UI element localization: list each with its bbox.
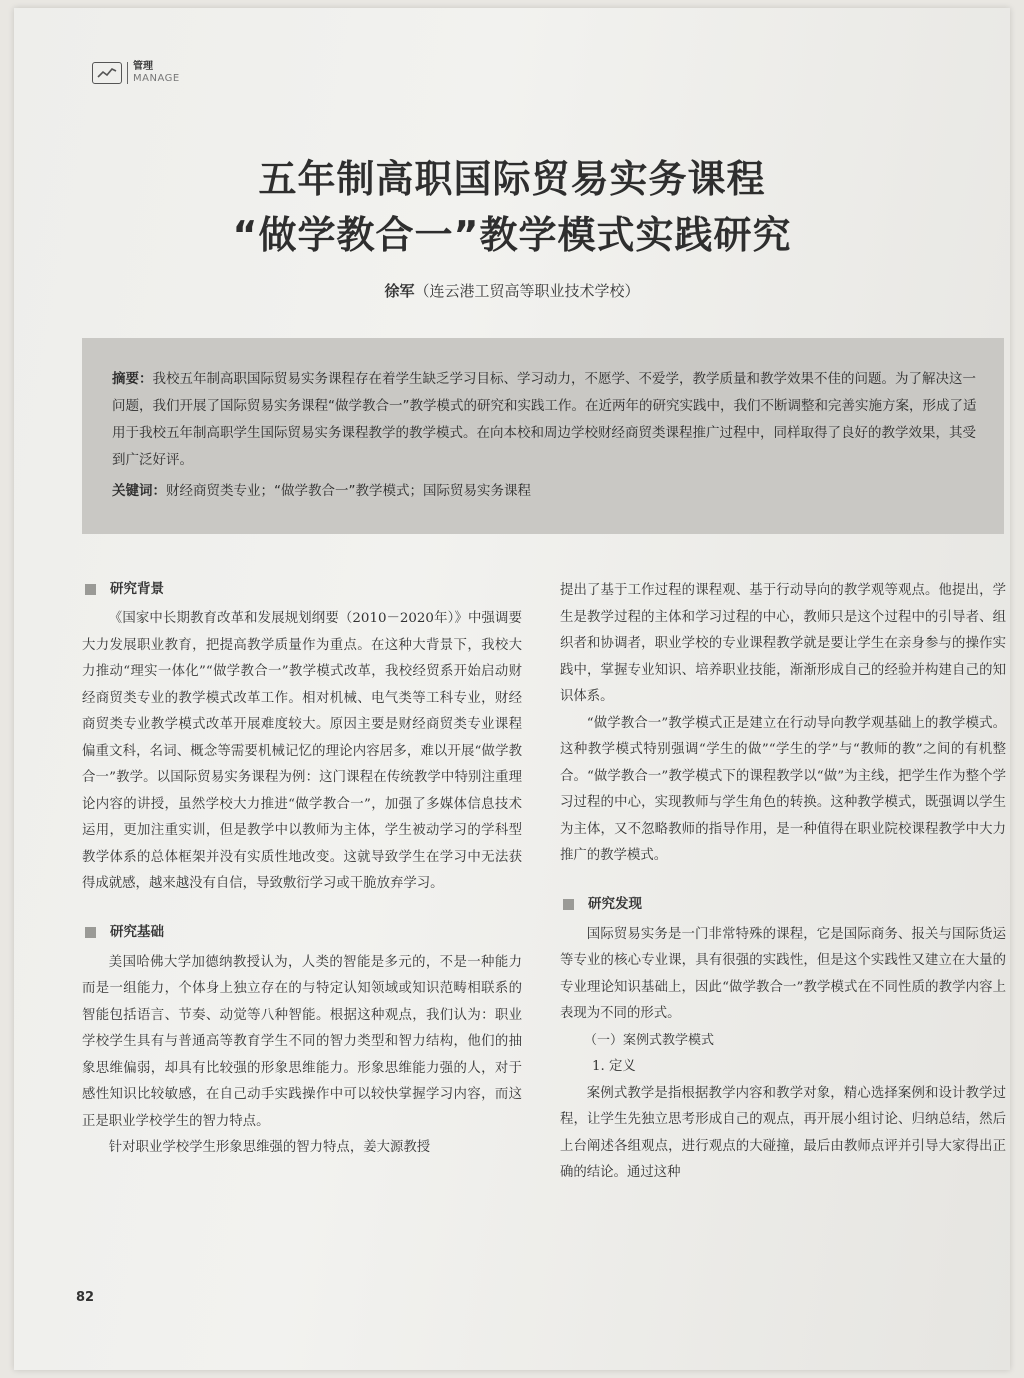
article-title-line1: 五年制高职国际贸易实务课程 [258,157,766,201]
keywords-line [112,478,984,505]
heading-square-icon [85,584,96,595]
paragraph: 案例式教学是指根据教学内容和教学对象，精心选择案例和设计教学过程，让学生先独立思考形成自己的观点，再开展小组讨论、归纳总结，然后上台阐述各组观点，进行观点的大碰撞，最后由教师点评并引导大家得出正确的结论。通过这种 [560,1085,1006,1180]
section-label-cn: 管理 [133,61,153,72]
article-title-line2: “做学教合一”教学模式实践研究 [232,213,792,257]
abstract-box [82,338,1004,534]
abstract-text: 我校五年制高职国际贸易实务课程存在着学生缺乏学习目标、学习动力，不愿学、不爱学，教学质量和教学效果不佳的问题。为了解决这一问题，我们开展了国际贸易实务课程“做学教合一”教学模式的研究和实践工作。在近两年的研究实践中，我们不断调整和完善实施方案，形成了适用于我校五年制高职学生国际贸易实务课程教学的教学模式。在向本校和周边学校财经商贸类课程推广过程中，同样取得了良好的教学效果，其受到广泛好评。 [112,371,977,468]
abstract-label: 摘要： [112,371,153,387]
abstract-paragraph [112,366,984,474]
heading-square-icon [85,927,96,938]
paragraph: 美国哈佛大学加德纳教授认为，人类的智能是多元的，不是一种能力而是一组能力，个体身上独立存在的与特定认知领域或知识范畴相联系的智能包括语言、节奏、动觉等八种智能。根据这种观点，我们认为：职业学校学生具有与普通高等教育学生不同的智力类型和智力结构，他们的抽象思维偏弱，却具有比较强的形象思维能力。形象思维能力强的人，对于感性知识比较敏感，在自己动手实践操作中可以较快掌握学习内容，而这正是职业学校学生的智力特点。 [82,954,522,1129]
page-number: 82 [76,1290,95,1305]
paragraph: 针对职业学校学生形象思维强的智力特点，姜大源教授 [108,1140,431,1155]
paragraph: 国际贸易实务是一门非常特殊的课程，它是国际商务、报关与国际货运等专业的核心专业课，具有很强的实践性，但是这个实践性又建立在大量的专业理论知识基础上，因此“做学教合一”教学模式在不同性质的教学内容上表现为不同的形式。 [560,926,1006,1021]
left-column [82,576,522,1162]
author-line [14,280,1010,301]
paragraph: 提出了基于工作过程的课程观、基于行动导向的教学观等观点。他提出，学生是教学过程的主体和学习过程的中心，教师只是这个过程中的引导者、组织者和协调者，职业学校的专业课程教学就是要让学生在亲身参与的操作实践中，掌握专业知识、培养职业技能，渐渐形成自己的经验并构建自己的知识体系。 [560,583,1006,704]
header-divider [127,62,128,84]
section-label-en: MANAGE [133,73,180,84]
author-name: 徐军 [384,282,415,300]
subheading: （一）案例式教学模式 [584,1032,715,1048]
paragraph: “做学教合一”教学模式正是建立在行动导向教学观基础上的教学模式。这种教学模式特别强调“学生的做”“学生的学”与“教师的教”之间的有机整合。“做学教合一”教学模式下的课程教学以“做”为主线，把学生作为整个学习过程的中心，实现教师与学生角色的转换。这种教学模式，既强调以学生为主体，又不忽略教师的指导作用，是一种值得在职业院校课程教学中大力推广的教学模式。 [560,715,1006,863]
section-heading-text: 研究背景 [110,580,164,597]
keywords-label: 关键词： [112,483,166,499]
author-affiliation: （连云港工贸高等职业技术学校） [414,282,640,300]
section-heading [560,892,1006,918]
subheading: 1. 定义 [592,1059,636,1074]
section-heading [82,920,522,946]
section-labels [133,62,180,84]
section-heading [82,576,522,602]
line-chart-icon [92,62,122,84]
journal-page [14,8,1010,1370]
paragraph: 《国家中长期教育改革和发展规划纲要（2010－2020年）》中强调要大力发展职业教育，把提高教学质量作为重点。在这种大背景下，我校大力推动“理实一体化”“做学教合一”教学模式改革，我校经贸系开始启动财经商贸类专业的教学模式改革工作。相对机械、电气类等工科专业，财经商贸类专业教学模式改革开展难度较大。原因主要是财经商贸类专业课程偏重文科，名词、概念等需要机械记忆的理论内容居多，难以开展“做学教合一”教学。以国际贸易实务课程为例：这门课程在传统教学中特别注重理论内容的讲授，虽然学校大力推进“做学教合一”，加强了多媒体信息技术运用，更加注重实训，但是教学中以教师为主体，学生被动学习的学科型教学体系的总体框架并没有实质性地改变。这就导致学生在学习中无法获得成就感，越来越没有自信，导致敷衍学习或干脆放弃学习。 [82,611,522,891]
section-heading-text: 研究发现 [588,896,642,913]
section-heading-text: 研究基础 [110,924,164,941]
keywords-text: 财经商贸类专业；“做学教合一”教学模式；国际贸易实务课程 [166,483,531,499]
heading-square-icon [563,899,574,910]
right-column [560,578,1006,1187]
section-header [92,58,180,88]
